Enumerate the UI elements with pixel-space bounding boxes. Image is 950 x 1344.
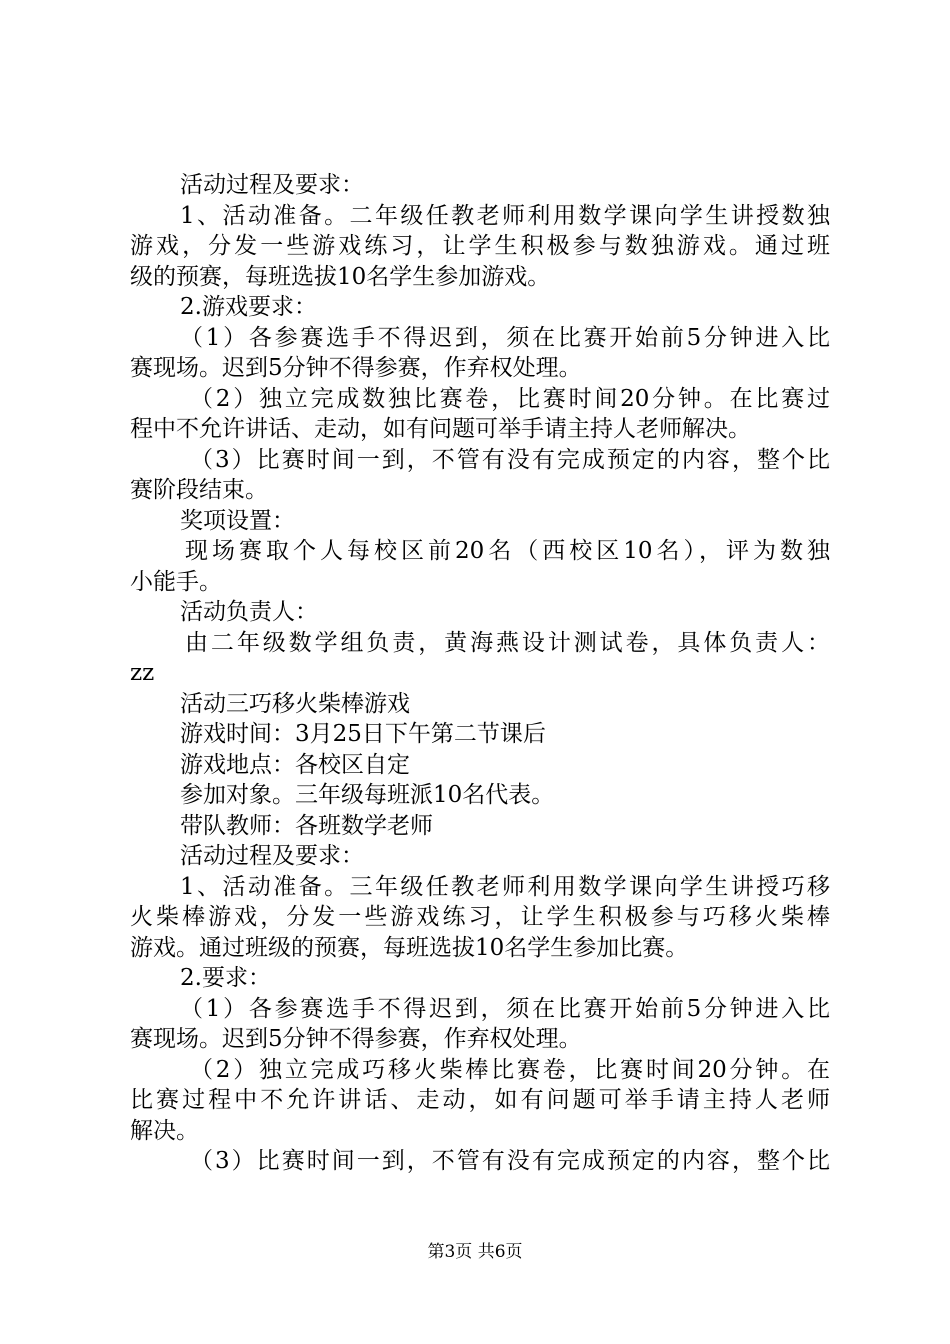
text-line: zz: [130, 660, 155, 686]
text-line: 小能手。: [130, 568, 222, 595]
text-line: 游戏。通过班级的预赛，每班选拔10名学生参加比赛。: [130, 934, 689, 961]
text-line: 比赛过程中不允许讲话、走动，如有问题可举手请主持人老师: [130, 1087, 830, 1113]
page-footer: 第3页 共6页: [427, 1242, 523, 1262]
text-line: 奖项设置：: [180, 507, 295, 534]
text-line: 1、活动准备。二年级任教老师利用数学课向学生讲授数独: [180, 202, 830, 229]
text-line: 活动过程及要求：: [180, 172, 364, 198]
text-line: 赛阶段结束。: [130, 477, 268, 503]
text-line: 带队教师：各班数学老师: [180, 812, 433, 839]
text-line: 参加对象。三年级每班派10名代表。: [180, 782, 555, 808]
text-line: 2.要求：: [180, 965, 271, 991]
text-line: 由二年级数学组负责，黄海燕设计测试卷，具体负责人：: [185, 629, 830, 656]
text-line: 解决。: [130, 1117, 199, 1144]
text-line: 活动三巧移火柴棒游戏: [180, 690, 410, 717]
text-line: 现场赛取个人每校区前20名（西校区10名），评为数独: [185, 538, 830, 564]
text-line: 火柴棒游戏，分发一些游戏练习，让学生积极参与巧移火柴棒: [130, 904, 830, 930]
text-line: 活动过程及要求：: [180, 843, 364, 869]
text-line: 游戏时间：3月25日下午第二节课后: [180, 721, 546, 747]
text-line: 2.游戏要求：: [180, 294, 317, 320]
text-line: （1）各参赛选手不得迟到，须在比赛开始前5分钟进入比: [180, 324, 830, 351]
text-line: 游戏地点：各校区自定: [180, 751, 410, 778]
text-line: 程中不允许讲话、走动，如有问题可举手请主持人老师解决。: [130, 416, 751, 442]
text-line: 赛现场。迟到5分钟不得参赛，作弃权处理。: [130, 1026, 582, 1052]
text-line: （2）独立完成巧移火柴棒比赛卷，比赛时间20分钟。在: [190, 1056, 830, 1083]
text-line: 游戏，分发一些游戏练习，让学生积极参与数独游戏。通过班: [130, 233, 830, 259]
text-line: 1、活动准备。三年级任教老师利用数学课向学生讲授巧移: [180, 873, 830, 900]
text-line: 活动负责人：: [180, 599, 318, 625]
document-body: [130, 170, 830, 1177]
text-line: （1）各参赛选手不得迟到，须在比赛开始前5分钟进入比: [180, 995, 830, 1022]
text-line: （3）比赛时间一到，不管有没有完成预定的内容，整个比: [190, 1148, 830, 1174]
text-line: （3）比赛时间一到，不管有没有完成预定的内容，整个比: [190, 446, 830, 473]
text-line: （2）独立完成数独比赛卷，比赛时间20分钟。在比赛过: [190, 385, 830, 412]
text-line: 赛现场。迟到5分钟不得参赛，作弃权处理。: [130, 355, 582, 381]
text-line: 级的预赛，每班选拔10名学生参加游戏。: [130, 263, 551, 290]
